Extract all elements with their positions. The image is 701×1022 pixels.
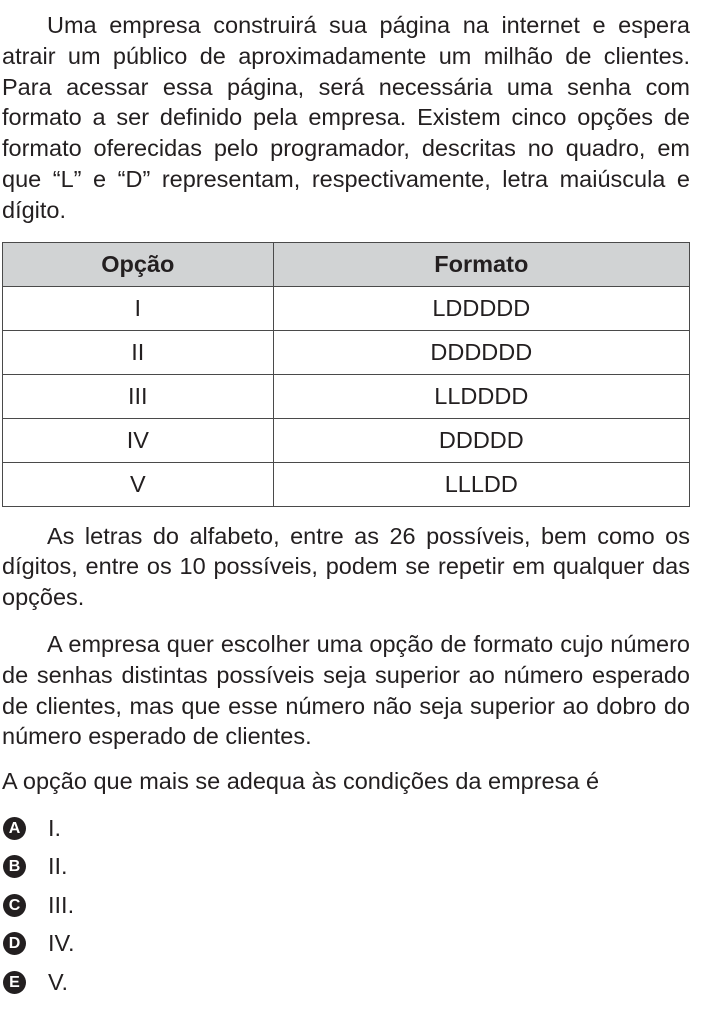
format-table xyxy=(2,242,690,507)
option-letter-badge: D xyxy=(3,932,26,955)
format-cell: DDDDD xyxy=(273,418,689,462)
requirement-paragraph: A empresa quer escolher uma opção de formato cujo número de senhas distintas possíveis seja superior ao número esperado de clientes, mas que esse número não seja superior ao dobro do número esperado de clientes. xyxy=(2,630,690,750)
answer-option-d[interactable] xyxy=(2,924,690,963)
table-row xyxy=(3,374,690,418)
answer-options xyxy=(2,809,690,1002)
table-row xyxy=(3,418,690,462)
option-text: I. xyxy=(48,814,62,841)
option-text: IV. xyxy=(48,930,75,957)
format-cell: LDDDDD xyxy=(273,286,689,330)
option-cell: IV xyxy=(3,418,274,462)
table-row xyxy=(3,462,690,506)
format-cell: LLDDDD xyxy=(273,374,689,418)
option-cell: V xyxy=(3,462,274,506)
table-header-row xyxy=(3,242,690,286)
format-cell: DDDDDD xyxy=(273,330,689,374)
option-letter-badge: B xyxy=(3,855,26,878)
answer-option-b[interactable] xyxy=(2,847,690,886)
option-text: V. xyxy=(48,968,69,995)
table-row xyxy=(3,330,690,374)
answer-option-e[interactable] xyxy=(2,963,690,1002)
intro-paragraph: Uma empresa construirá sua página na internet e espera atrair um público de aproximadamente um milhão de clientes. Para acessar essa página, será necessária uma senha com formato a ser definido pela empresa. Existem cinco opções de formato oferecidas pelo programador, descritas no quadro, em que “L” e “D” representam, respectivamente, letra maiúscula e dígito. xyxy=(2,12,690,223)
format-cell: LLLDD xyxy=(273,462,689,506)
table-row xyxy=(3,286,690,330)
question-stem: A opção que mais se adequa às condições da empresa é xyxy=(2,768,600,795)
option-letter-badge: C xyxy=(3,894,26,917)
alphabet-paragraph: As letras do alfabeto, entre as 26 possíveis, bem como os dígitos, entre os 10 possíveis, podem se repetir em qualquer das opções. xyxy=(2,522,690,611)
answer-option-a[interactable] xyxy=(2,809,690,848)
header-option: Opção xyxy=(3,242,274,286)
option-cell: I xyxy=(3,286,274,330)
header-format: Formato xyxy=(273,242,689,286)
option-text: II. xyxy=(48,853,68,880)
option-letter-badge: A xyxy=(3,817,26,840)
option-letter-badge: E xyxy=(3,971,26,994)
option-text: III. xyxy=(48,891,75,918)
question-page xyxy=(2,10,690,1001)
answer-option-c[interactable] xyxy=(2,886,690,925)
option-cell: III xyxy=(3,374,274,418)
option-cell: II xyxy=(3,330,274,374)
